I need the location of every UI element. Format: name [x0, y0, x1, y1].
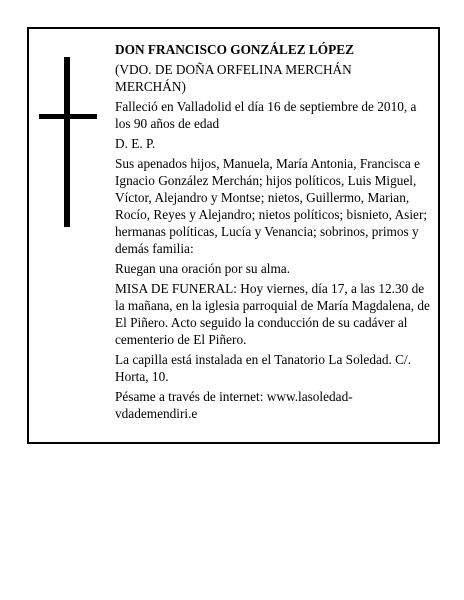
online-condolences — [115, 388, 435, 422]
widower-note — [115, 61, 435, 95]
death-announcement: Falleció en Valladolid el día 16 de septiembre de 2010, a los 90 años de edad — [115, 99, 417, 131]
funeral-mass-details: MISA DE FUNERAL: Hoy viernes, día 17, a las 12.30 de la mañana, en la iglesia parroquial de María Magdalena, de El Piñero. Acto seguido la conducción de su cadáver al cementerio de El Piñero. — [115, 281, 430, 347]
rest-in-peace: D. E. P. — [115, 136, 156, 151]
chapel-location: La capilla está instalada en el Tanatorio La Soledad. C/. Horta, 10. — [115, 352, 412, 384]
deceased-name: DON FRANCISCO GONZÁLEZ LÓPEZ — [115, 42, 355, 57]
obituary-notice — [27, 27, 440, 444]
family-list: Sus apenados hijos, Manuela, María Antonia, Francisca e Ignacio González Merchán; hijos políticos, Luis Miguel, Víctor, Alejandro y Montse; nietos, Guillermo, Marian, Rocío, Reyes y Alejandro; nietos políticos; bisnieto, Asier; hermanas políticas, Lucía y Venancia; sobrinos, primos y demás familia: — [115, 156, 428, 256]
cross-vertical-bar — [64, 57, 70, 227]
online-condolences-line-2: vdademendiri.e — [115, 406, 198, 421]
online-condolences-line-1: Pésame a través de internet: www.lasoledad- — [115, 389, 353, 404]
notice-text — [115, 41, 435, 425]
latin-cross-icon — [39, 57, 97, 227]
widower-note-line-2: MERCHÁN) — [115, 79, 186, 94]
prayer-request: Ruegan una oración por su alma. — [115, 261, 291, 276]
cross-horizontal-bar — [39, 114, 97, 119]
widower-note-line-1: (VDO. DE DOÑA ORFELINA MERCHÁN — [115, 62, 352, 77]
